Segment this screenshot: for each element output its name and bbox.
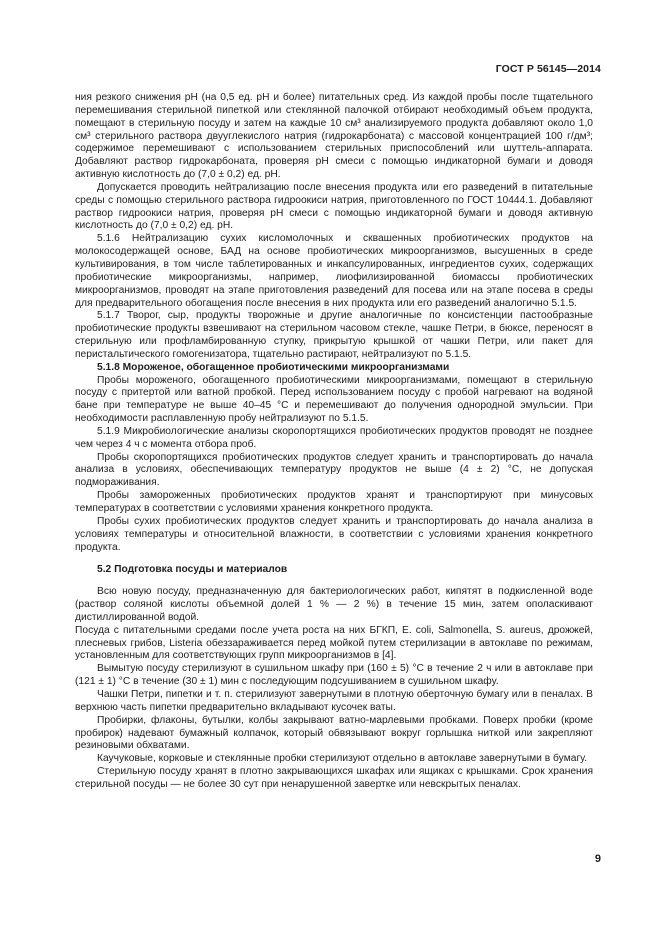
body-text <box>75 92 593 792</box>
heading-5-1-8: 5.1.8 Мороженое, обогащенное пробиотическими микроорганизмами <box>97 361 450 373</box>
paragraph: Пробирки, флаконы, бутылки, колбы закрывают ватно-марлевыми пробками. Поверх пробки (кроме пробирок) надевают бумажный колпачок, который обвязывают вокруг горлышка ниткой или закрепляют резиновыми обхватами. <box>75 714 593 752</box>
page-number: 9 <box>594 853 601 865</box>
clause-5-1-6: 5.1.6 Нейтрализацию сухих кисломолочных и сквашенных пробиотических продуктов на молокосодержащей основе, БАД на основе пробиотических микроорганизмов, высушенных в среде культивирования, в том числе таблетированных и инкапсулированных, ингредиентов сухих, содержащих пробиотические микроорганизмы, например, лиофилизированной биомассы пробиотических микроорганизмов, проводят на этапе приготовления разведений для посева или на этапе посева в среды для предварительного обогащения после внесения в них продукта или его разведений аналогично 5.1.5. <box>75 233 593 309</box>
paragraph: Пробы сухих пробиотических продуктов следует хранить и транспортировать до начала анализа в условиях температуры и относительной влажности, в соответствии с условиями хранения конкретного продукта. <box>75 515 593 553</box>
paragraph: Стерильную посуду хранят в плотно закрывающихся шкафах или ящиках с крышками. Срок хранения стерильной посуды — не более 30 сут при ненарушенной завертке или невскрытых пеналах. <box>75 766 593 790</box>
paragraph: Всю новую посуду, предназначенную для бактериологических работ, кипятят в подкисленной воде (раствор соляной кислоты объемной долей 1 % — 2 %) в течение 15 мин, затем ополаскивают дистиллированной водой. <box>75 586 593 623</box>
paragraph: Пробы замороженных пробиотических продуктов хранят и транспортируют при минусовых температурах в соответствии с условиями хранения конкретного продукта. <box>75 490 593 514</box>
paragraph: Допускается проводить нейтрализацию после внесения продукта или его разведений в питательные среды с помощью стерильного раствора гидроокиси натрия, приготовленного по ГОСТ 10444.1. Добавляют раствор гидроокиси натрия, проверяя рН смеси с помощью индикаторной бумаги и доводя активную кислотность до (7,0 ± 0,2) ед. рН. <box>75 181 593 232</box>
clause-5-1-7: 5.1.7 Творог, сыр, продукты творожные и другие аналогичные по консистенции пастообразные пробиотические продукты взвешивают на стерильном часовом стекле, чашке Петри, в бюксе, переносят в стерильную или профламбированную ступку, прикрытую крышкой от чашки Петри, или пакет для перистальтического гомогенизатора, тщательно растирают, нейтрализуют по 5.1.5. <box>75 310 593 360</box>
paragraph: Пробы скоропортящихся пробиотических продуктов следует хранить и транспортировать до начала анализа в условиях, обеспечивающих температуру продуктов не выше (4 ± 2) °С, не допуская подмораживания. <box>75 451 593 489</box>
paragraph: Каучуковые, корковые и стеклянные пробки стерилизуют отдельно в автоклаве завернутыми в бумагу. <box>97 753 588 765</box>
paragraph: ния резкого снижения рН (на 0,5 ед. рН и более) питательных сред. Из каждой пробы после тщательного перемешивания стерильной пипеткой или стеклянной палочкой отбирают необходимый объем продукта, помещают в стерильную посуду и затем на каждые 10 см³ анализируемого продукта добавляют около 1,0 см³ стерильного раствора двууглекислого натрия (гидрокарбоната) с массовой концентрацией 100 г/дм³; содержимое перемешивают с использованием стерильных приспособлений или шуттель-аппарата. Добавляют раствор гидрокарбоната, проверяя рН смеси с помощью индикаторной бумаги и доводя активную кислотность до (7,0 ± 0,2) ед. рН. <box>75 92 593 181</box>
heading-5-2: 5.2 Подготовка посуды и материалов <box>97 564 288 576</box>
clause-5-1-9: 5.1.9 Микробиологические анализы скоропортящихся пробиотических продуктов проводят не позднее чем через 4 ч с момента отбора проб. <box>75 425 593 450</box>
paragraph: Пробы мороженого, обогащенного пробиотическими микроорганизмами, помещают в стерильную посуду с притертой или ватной пробкой. Перед использованием посуду с пробой нагревают на водяной бане при температуре не выше 40–45 °С и перемешивают до получения однородной эмульсии. При необходимости расплавленную пробу нейтрализуют по 5.1.5. <box>75 374 593 425</box>
paragraph: Чашки Петри, пипетки и т. п. стерилизуют завернутыми в плотную оберточную бумагу или в пеналах. В верхнюю часть пипетки предварительно вкладывают кусочек ваты. <box>75 688 593 713</box>
paragraph: Вымытую посуду стерилизуют в сушильном шкафу при (160 ± 5) °С в течение 2 ч или в автоклаве при (121 ± 1) °С в течение (30 ± 1) мин с последующим подсушиванием в сушильном шкафу. <box>75 663 593 688</box>
paragraph: Посуда с питательными средами после учета роста на них БГКП, E. coli, Salmonella, S. aureus, дрожжей, плесневых грибов, Listeria обеззараживается перед мойкой путем стерилизации в автоклаве по режимам, установленным для соответствующих групп микроорганизмов в [4]. <box>75 624 593 662</box>
standard-header: ГОСТ Р 56145—2014 <box>495 63 601 75</box>
